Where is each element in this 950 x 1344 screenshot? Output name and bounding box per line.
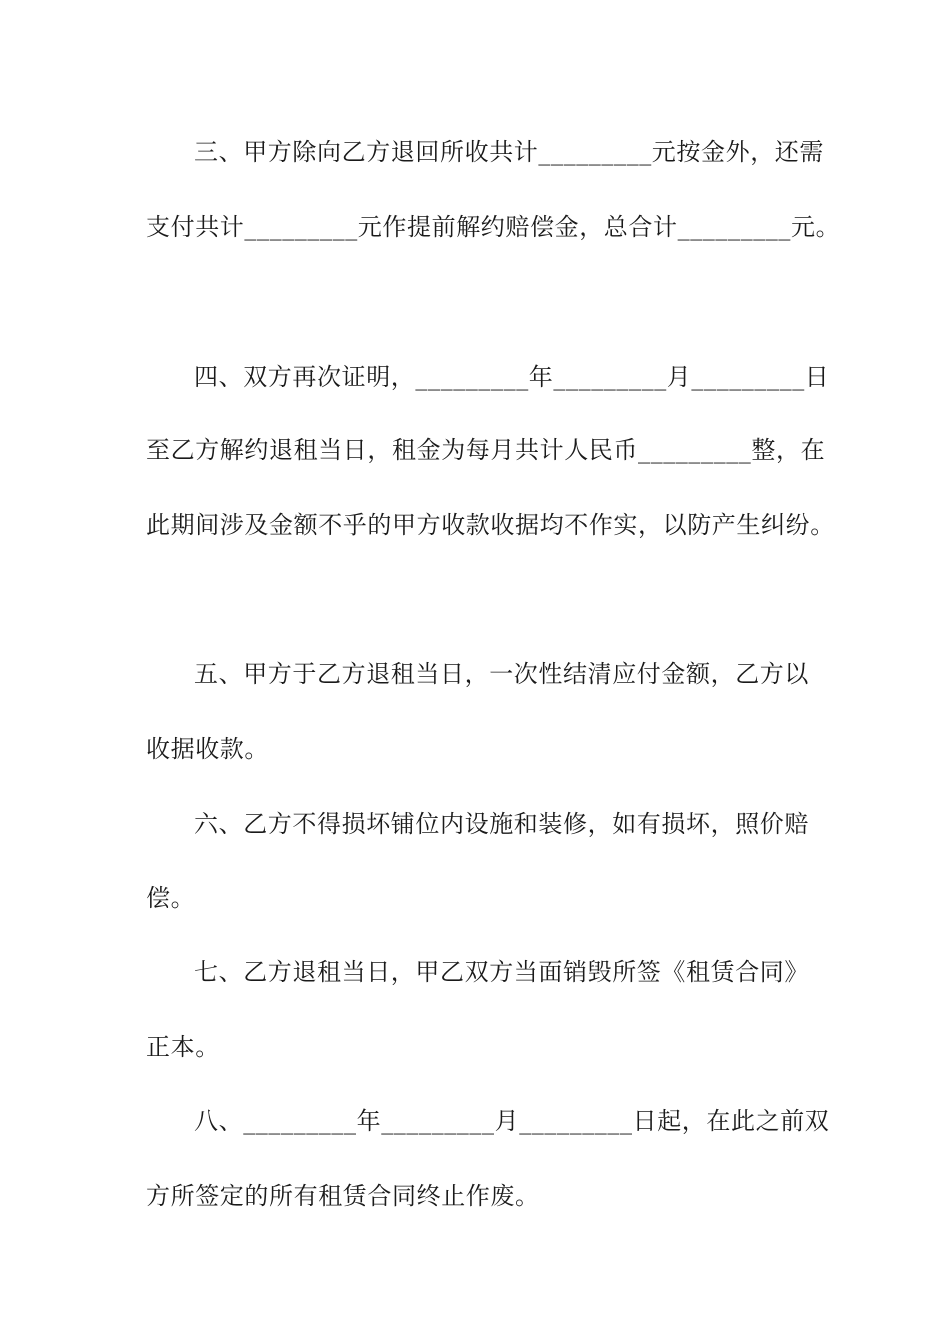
clause-8-line-1: 八、_________年_________月_________日起，在此之前双 xyxy=(194,1107,830,1135)
clause-3-line-1: 三、甲方除向乙方退回所收共计_________元按金外，还需 xyxy=(194,138,824,166)
clause-7-line-1: 七、乙方退租当日，甲乙双方当面销毁所签《租赁合同》 xyxy=(194,958,809,986)
clause-4-line-1: 四、双方再次证明，_________年_________月_________日 xyxy=(194,363,830,391)
clause-8-line-2: 方所签定的所有租赁合同终止作废。 xyxy=(146,1182,540,1210)
clause-4-line-3: 此期间涉及金额不乎的甲方收款收据均不作实，以防产生纠纷。 xyxy=(146,511,835,539)
clause-5-line-1: 五、甲方于乙方退租当日，一次性结清应付金额，乙方以 xyxy=(194,660,809,688)
clause-6-line-1: 六、乙方不得损坏铺位内设施和装修，如有损坏，照价赔 xyxy=(194,810,809,838)
clause-7-line-2: 正本。 xyxy=(146,1033,220,1061)
clause-4-line-2: 至乙方解约退租当日，租金为每月共计人民币_________整，在 xyxy=(146,436,826,464)
clause-5-line-2: 收据收款。 xyxy=(146,735,269,763)
clause-3-line-2: 支付共计_________元作提前解约赔偿金，总合计_________元。 xyxy=(146,213,841,241)
clause-6-line-2: 偿。 xyxy=(146,884,196,912)
